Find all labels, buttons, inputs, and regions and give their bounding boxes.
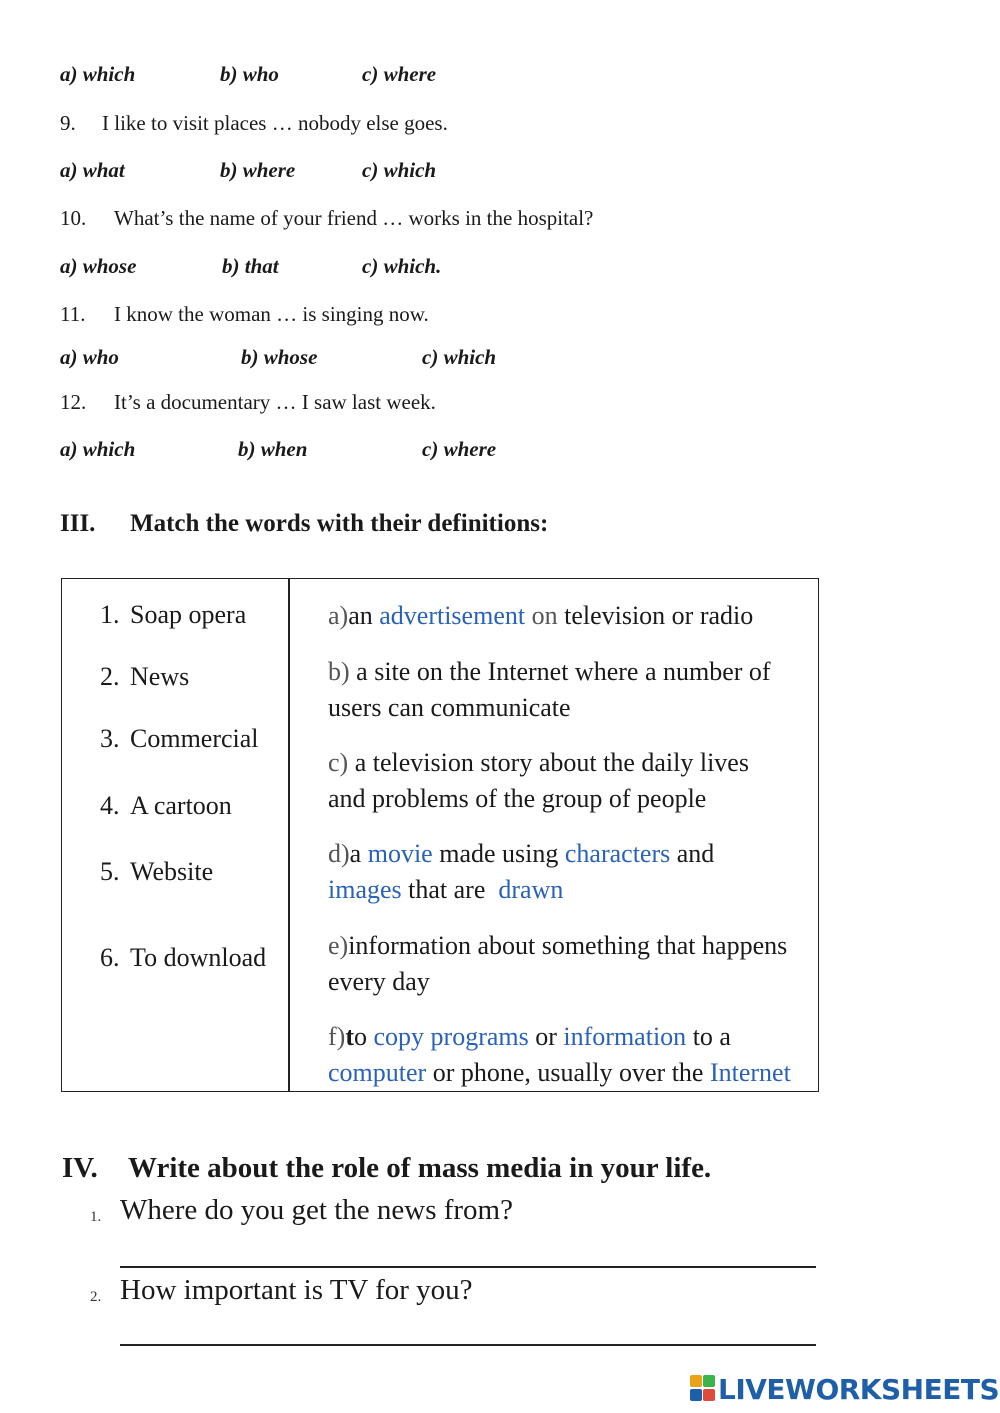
word-number: 4. — [100, 791, 120, 820]
definition-f[interactable] — [328, 1019, 813, 1091]
word-text: Soap opera — [130, 600, 247, 629]
q4-number: 1. — [90, 1209, 102, 1225]
option-c-q11[interactable]: c) which — [422, 345, 497, 369]
definition-text: to a — [686, 1022, 731, 1051]
word-number: 1. — [100, 600, 120, 629]
definition-link[interactable]: characters — [564, 839, 671, 868]
question-number: 9. — [60, 111, 76, 135]
option-a-q12[interactable]: a) which — [60, 437, 136, 461]
definition-text: a site on the Internet where a number of — [349, 657, 771, 686]
word-text: To download — [130, 943, 267, 972]
answer-line-2[interactable] — [120, 1344, 816, 1346]
definition-text: and problems of the group of people — [328, 784, 707, 813]
section-4-title: Write about the role of mass media in your life. — [128, 1152, 712, 1184]
option-a-q9[interactable]: a) what — [60, 158, 125, 182]
question-11 — [60, 302, 429, 327]
definition-link[interactable]: drawn — [498, 875, 564, 904]
question-number: 11. — [60, 302, 86, 326]
word-number: 2. — [100, 662, 120, 691]
word-item[interactable] — [100, 791, 232, 821]
liveworksheets-logo-icon — [690, 1375, 716, 1403]
definition-link[interactable]: computer — [328, 1058, 427, 1087]
definition-text: and — [670, 839, 715, 868]
word-number: 6. — [100, 943, 120, 972]
definition-label: c) — [328, 748, 349, 777]
word-item[interactable] — [100, 600, 246, 630]
definition-label: f) — [328, 1022, 346, 1051]
definition-c[interactable] — [328, 745, 813, 817]
definition-text: on — [525, 601, 558, 630]
definition-text: or — [528, 1022, 564, 1051]
definition-link[interactable]: images — [328, 875, 402, 904]
option-c-q9[interactable]: c) which — [362, 158, 437, 182]
q4-question-text: Where do you get the news from? — [120, 1194, 513, 1226]
option-c-q10[interactable]: c) which. — [362, 254, 442, 278]
word-number: 3. — [100, 724, 120, 753]
word-item[interactable] — [100, 857, 213, 887]
question-text: It’s a documentary … I saw last week. — [114, 390, 436, 414]
definition-text: information about something that happens — [348, 931, 788, 960]
question-9 — [60, 111, 448, 136]
section-3-title: Match the words with their definitions: — [130, 510, 549, 537]
definition-label: b) — [328, 657, 350, 686]
question-text: I like to visit places … nobody else goes. — [102, 111, 448, 135]
option-b-q10[interactable]: b) that — [222, 254, 279, 278]
definition-text: a — [349, 839, 368, 868]
question-12 — [60, 390, 436, 415]
table-divider — [288, 578, 290, 1092]
definition-text: an — [348, 601, 380, 630]
definition-link[interactable]: Internet — [709, 1058, 791, 1087]
liveworksheets-logo[interactable] — [690, 1372, 999, 1406]
option-a-q10[interactable]: a) whose — [60, 254, 137, 278]
question-number: 12. — [60, 390, 87, 414]
question-number: 10. — [60, 206, 87, 230]
word-item[interactable] — [100, 662, 189, 692]
section-3-numeral: III. — [60, 510, 96, 537]
definition-label: a) — [328, 601, 349, 630]
option-b-q11[interactable]: b) whose — [241, 345, 318, 369]
option-a-q8[interactable]: a) which — [60, 62, 136, 86]
question-10 — [60, 206, 593, 231]
definition-link[interactable]: movie — [367, 839, 433, 868]
definition-text: o — [354, 1022, 374, 1051]
option-a-q11[interactable]: a) who — [60, 345, 119, 369]
definition-d[interactable] — [328, 836, 813, 908]
word-item[interactable] — [100, 724, 259, 754]
word-text: A cartoon — [130, 791, 232, 820]
definition-e[interactable] — [328, 928, 813, 1000]
definition-text: t — [345, 1022, 354, 1051]
definition-a[interactable] — [328, 598, 813, 634]
definition-label: e) — [328, 931, 349, 960]
definition-text: users can communicate — [328, 693, 571, 722]
definition-text: made using — [432, 839, 565, 868]
definition-text: a television story about the daily lives — [348, 748, 749, 777]
definition-link[interactable]: copy programs — [373, 1022, 529, 1051]
word-number: 5. — [100, 857, 120, 886]
definition-link[interactable]: advertisement — [379, 601, 526, 630]
option-b-q8[interactable]: b) who — [220, 62, 279, 86]
option-b-q12[interactable]: b) when — [238, 437, 308, 461]
word-text: Website — [130, 857, 214, 886]
definition-text: television or radio — [557, 601, 754, 630]
definition-text: or phone, usually over the — [426, 1058, 710, 1087]
q4-question-text: How important is TV for you? — [120, 1274, 473, 1306]
option-b-q9[interactable]: b) where — [220, 158, 296, 182]
option-c-q8[interactable]: c) where — [362, 62, 437, 86]
question-text: I know the woman … is singing now. — [114, 302, 429, 326]
word-text: News — [130, 662, 190, 691]
word-text: Commercial — [130, 724, 259, 753]
answer-line-1[interactable] — [120, 1266, 816, 1268]
q4-number: 2. — [90, 1289, 102, 1305]
section-4-numeral: IV. — [62, 1152, 98, 1184]
question-text: What’s the name of your friend … works in the hospital? — [114, 206, 594, 230]
definition-b[interactable] — [328, 654, 813, 726]
definition-text: that are — [401, 875, 499, 904]
option-c-q12[interactable]: c) where — [422, 437, 497, 461]
logo-text: LIVEWORKSHEETS — [718, 1372, 1000, 1406]
definition-link[interactable]: information — [563, 1022, 687, 1051]
word-item[interactable] — [100, 943, 266, 973]
definition-text: every day — [328, 967, 430, 996]
definition-label: d) — [328, 839, 350, 868]
